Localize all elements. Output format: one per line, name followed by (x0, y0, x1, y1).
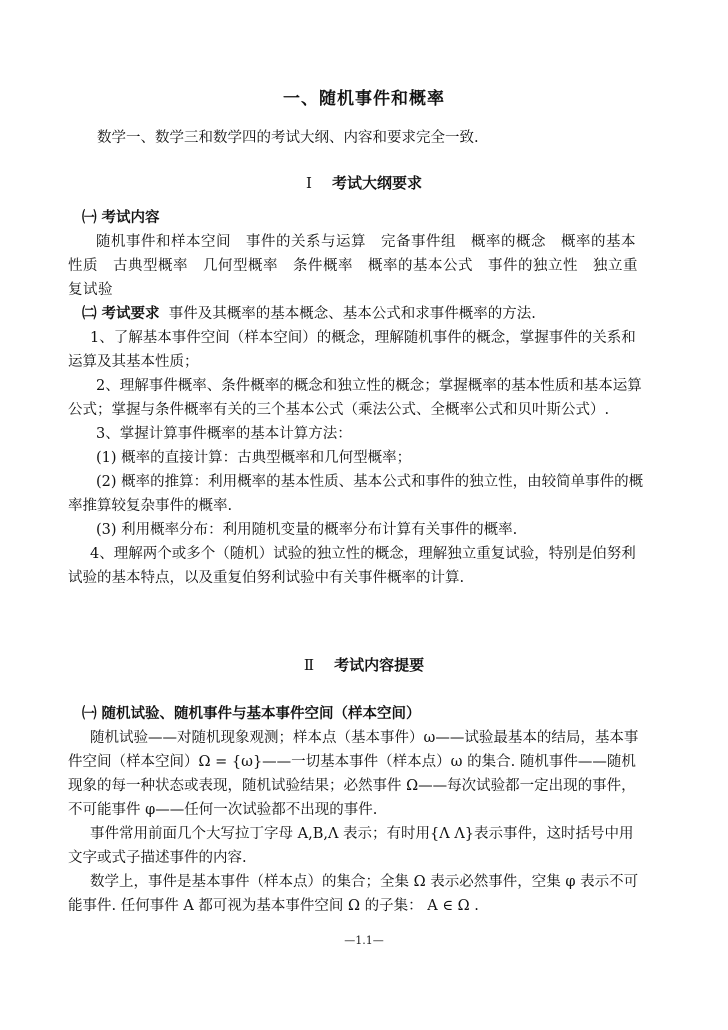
section-number-1: Ⅰ (306, 174, 312, 192)
section-heading-1 (0, 172, 728, 193)
intro-paragraph: 数学一、数学三和数学四的考试大纲、内容和要求完全一致. (97, 130, 479, 146)
requirement-2: 2、理解事件概率、条件概率的概念和独立性的概念；掌握概率的基本性质和基本运算公式；掌握与条件概率有关的三个基本公式（乘法公式、全概率公式和贝叶斯公式）. (68, 378, 642, 418)
section-title-2: 考试内容提要 (334, 656, 425, 674)
requirement-3-2: (2) 概率的推算：利用概率的基本性质、基本公式和事件的独立性，由较简单事件的概率推算较复杂事件的概率. (68, 474, 644, 514)
section-number-2: Ⅱ (303, 656, 315, 674)
requirement-1: 1、了解基本事件空间（样本空间）的概念，理解随机事件的概念，掌握事件的关系和运算及其基本性质； (68, 330, 636, 370)
section-2-paragraph-2: 事件常用前面几个大写拉丁字母 A,B,Λ 表示；有时用{Λ Λ}表示事件，这时括号中用文字或式子描述事件的内容. (68, 826, 634, 866)
section-heading-2 (0, 654, 728, 675)
requirements-text: 事件及其概率的基本概念、基本公式和求事件概率的方法. (168, 306, 536, 322)
subsection-label: ㈠ 随机试验、随机事件与基本事件空间（样本空间） (82, 706, 421, 722)
requirement-4: 4、理解两个或多个（随机）试验的独立性的概念，理解独立重复试验，特别是伯努利试验的基本特点，以及重复伯努利试验中有关事件概率的计算. (68, 546, 636, 586)
section-title-1: 考试大纲要求 (331, 174, 422, 192)
requirement-3-3: (3) 利用概率分布：利用随机变量的概率分布计算有关事件的概率. (96, 522, 518, 538)
section-2-paragraph-1: 随机试验——对随机现象观测；样本点（基本事件）ω——试验最基本的结局，基本事件空间（样本空间）Ω = {ω}——一切基本事件（样本点）ω 的集合. 随机事件——随机现象的每一种状态或表现，随机试验结果；必然事件 Ω——每次试验都一定出现的事件，不可能事件 φ——任何一次试验都不出现的事件. (68, 730, 639, 818)
page-number: —1.1— (344, 934, 384, 947)
content-list: 随机事件和样本空间 事件的关系与运算 完备事件组 概率的概念 概率的基本性质 古典型概率 几何型概率 条件概率 概率的基本公式 事件的独立性 独立重复试验 (68, 234, 638, 298)
section-2-body (68, 702, 648, 918)
requirements-label: ㈡ 考试要求 (82, 306, 160, 322)
requirements-line (68, 302, 648, 326)
requirement-3: 3、掌握计算事件概率的基本计算方法： (96, 426, 352, 442)
section-2-paragraph-3: 数学上，事件是基本事件（样本点）的集合；全集 Ω 表示必然事件，空集 φ 表示不可能事件. 任何事件 A 都可视为基本事件空间 Ω 的子集： A ∈ Ω . (68, 874, 639, 914)
page-title: 一、随机事件和概率 (283, 89, 445, 109)
section-1-body (68, 206, 648, 590)
requirement-3-1: (1) 概率的直接计算：古典型概率和几何型概率； (96, 450, 412, 466)
content-label: ㈠ 考试内容 (82, 210, 160, 226)
